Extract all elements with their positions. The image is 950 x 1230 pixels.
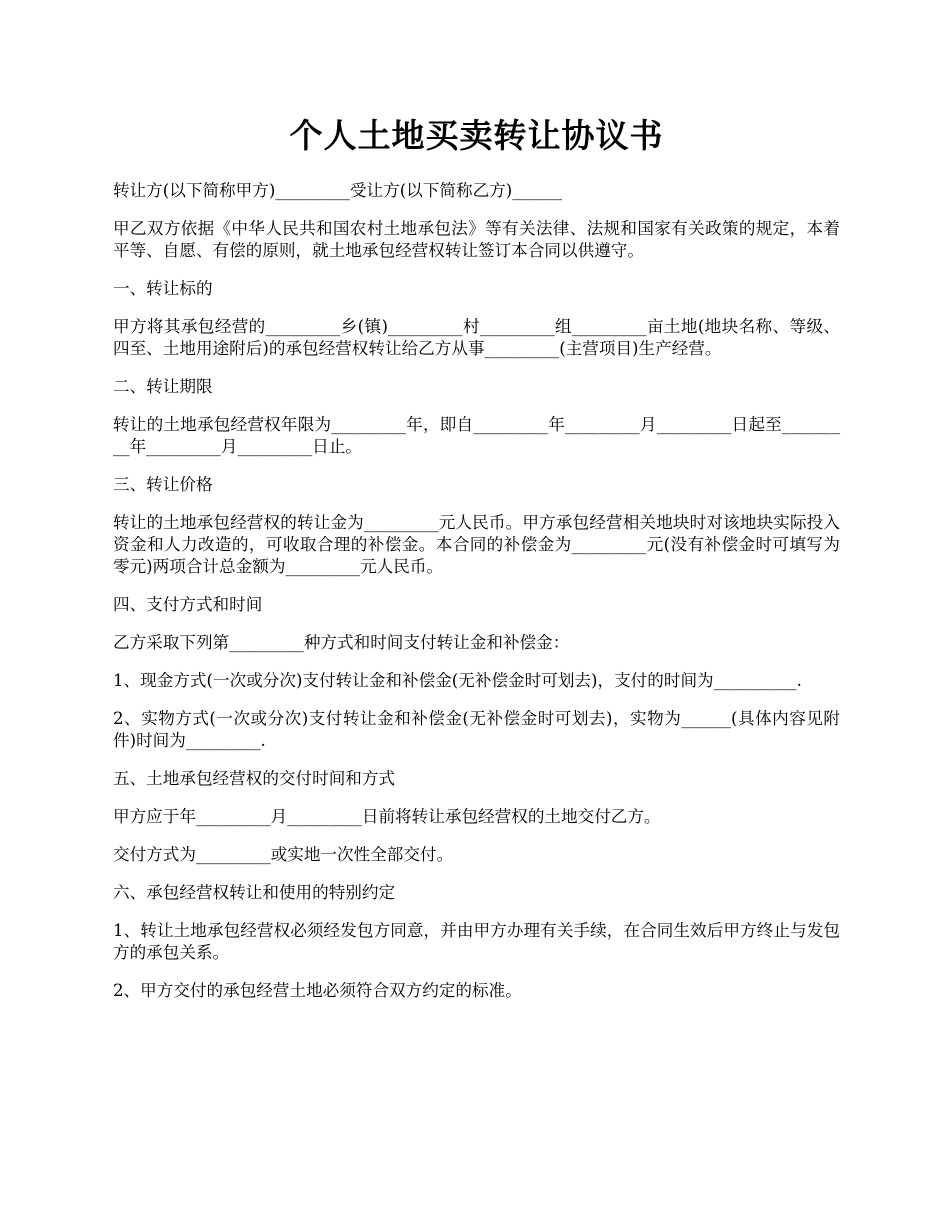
special-term-1-paragraph: 1、转让土地承包经营权必须经发包方同意，并由甲方办理有关手续，在合同生效后甲方终止与发包方的承包关系。 bbox=[113, 921, 840, 962]
preamble-paragraph: 甲乙双方依据《中华人民共和国农村土地承包法》等有关法律、法规和国家有关政策的规定，本着平等、自愿、有偿的原则，就土地承包经营权转让签订本合同以供遵守。 bbox=[113, 219, 840, 260]
transfer-subject-paragraph: 甲方将其承包经营的_________乡(镇)_________村_________组_________亩土地(地块名称、等级、四至、土地用途附后)的承包经营权转让给乙方从事_________(主营项目)生产经营。 bbox=[113, 317, 840, 358]
document-body bbox=[113, 112, 840, 1018]
section-heading-special-terms: 六、承包经营权转让和使用的特别约定 bbox=[113, 883, 396, 902]
section-heading-transfer-price: 三、转让价格 bbox=[113, 475, 213, 494]
delivery-method-paragraph: 交付方式为_________或实地一次性全部交付。 bbox=[113, 845, 454, 864]
payment-cash-paragraph: 1、现金方式(一次或分次)支付转让金和补偿金(无补偿金时可划去)，支付的时间为__________. bbox=[113, 671, 802, 690]
section-heading-transfer-subject: 一、转让标的 bbox=[113, 279, 213, 298]
transfer-price-paragraph: 转让的土地承包经营权的转让金为_________元人民币。甲方承包经营相关地块时对该地块实际投入资金和人力改造的，可收取合理的补偿金。本合同的补偿金为_________元(没有补偿金时可填写为零元)两项合计总金额为_________元人民币。 bbox=[113, 513, 840, 576]
section-heading-payment: 四、支付方式和时间 bbox=[113, 595, 263, 614]
special-term-2-paragraph: 2、甲方交付的承包经营土地必须符合双方约定的标准。 bbox=[113, 981, 522, 1000]
payment-in-kind-paragraph: 2、实物方式(一次或分次)支付转让金和补偿金(无补偿金时可划去)，实物为______(具体内容见附件)时间为_________. bbox=[113, 709, 840, 750]
delivery-time-paragraph: 甲方应于年_________月_________日前将转让承包经营权的土地交付乙方。 bbox=[113, 807, 661, 826]
payment-method-paragraph: 乙方采取下列第_________种方式和时间支付转让金和补偿金： bbox=[113, 633, 570, 652]
transfer-term-paragraph: 转让的土地承包经营权年限为_________年，即自_________年_________月_________日起至_________年_________月_________日止。 bbox=[113, 415, 840, 456]
document-title: 个人土地买卖转让协议书 bbox=[289, 116, 664, 155]
section-heading-transfer-term: 二、转让期限 bbox=[113, 377, 213, 396]
parties-line: 转让方(以下简称甲方)_________受让方(以下简称乙方)______ bbox=[113, 181, 563, 200]
section-heading-delivery: 五、土地承包经营权的交付时间和方式 bbox=[113, 769, 396, 788]
